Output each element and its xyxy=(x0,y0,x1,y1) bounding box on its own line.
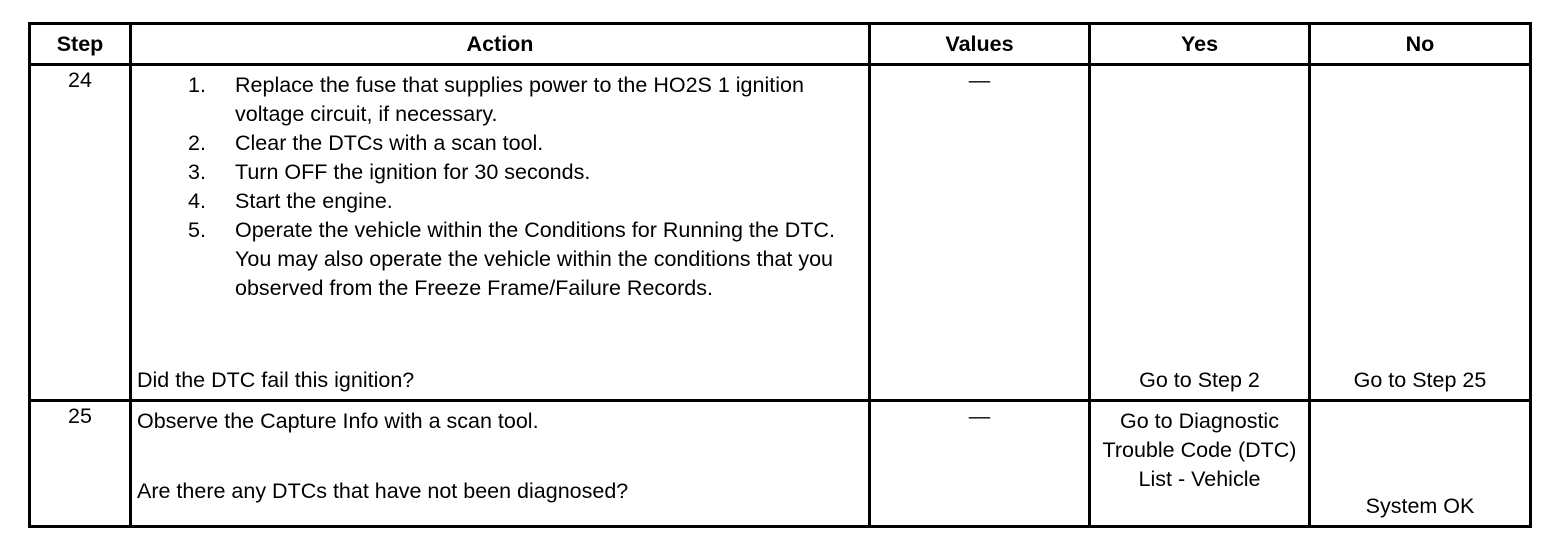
diagnostic-table xyxy=(28,22,1532,528)
header-action: Action xyxy=(131,24,870,65)
step-number: 24 xyxy=(30,65,131,401)
header-no: No xyxy=(1310,24,1531,65)
step-number: 25 xyxy=(30,401,131,527)
action-question: Are there any DTCs that have not been diagnosed? xyxy=(137,479,629,503)
values-cell: — xyxy=(870,401,1090,527)
no-cell xyxy=(1310,401,1531,527)
yes-cell xyxy=(1090,401,1310,527)
action-instruction: Observe the Capture Info with a scan tool. xyxy=(137,409,539,433)
list-item: 1. Replace the fuse that supplies power to the HO2S 1 ignition voltage circuit, if necessary. xyxy=(188,73,804,126)
table-row-step-25 xyxy=(30,401,1531,527)
action-cell xyxy=(131,65,870,401)
list-item: 4. Start the engine. xyxy=(188,189,393,213)
yes-link: Go to Diagnostic Trouble Code (DTC) List - Vehicle xyxy=(1102,409,1297,491)
action-steps-list xyxy=(132,66,868,303)
yes-link: Go to Step 2 xyxy=(1139,368,1260,392)
list-item: 3. Turn OFF the ignition for 30 seconds. xyxy=(188,160,591,184)
header-row xyxy=(30,24,1531,65)
no-link: Go to Step 25 xyxy=(1353,368,1487,392)
header-values: Values xyxy=(870,24,1090,65)
action-question: Did the DTC fail this ignition? xyxy=(137,368,415,392)
action-cell xyxy=(131,401,870,527)
yes-cell xyxy=(1090,65,1310,401)
header-step: Step xyxy=(30,24,131,65)
no-result: System OK xyxy=(1365,494,1475,518)
table-row-step-24 xyxy=(30,65,1531,401)
header-yes: Yes xyxy=(1090,24,1310,65)
list-item: 2. Clear the DTCs with a scan tool. xyxy=(188,131,544,155)
values-cell: — xyxy=(870,65,1090,401)
no-cell xyxy=(1310,65,1531,401)
list-item: 5. Operate the vehicle within the Conditions for Running the DTC. You may also operate the vehicle within the conditions that you observed from the Freeze Frame/Failure Records. xyxy=(188,218,835,300)
